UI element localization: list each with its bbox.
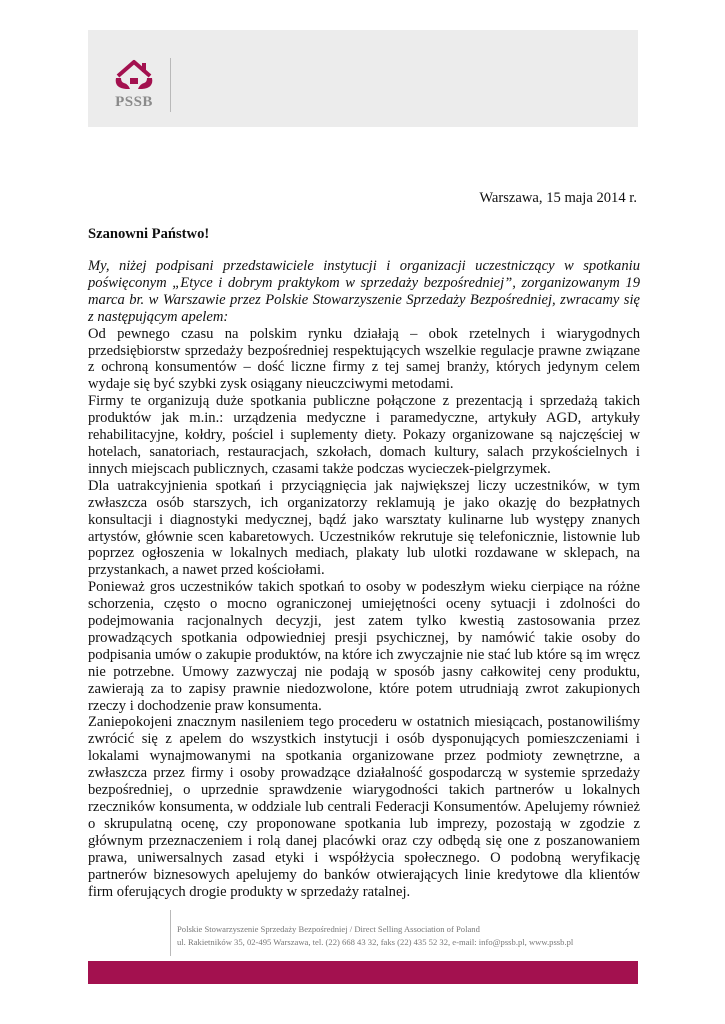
paragraph-4: Ponieważ gros uczestników takich spotkań to osoby w podeszłym wieku cierpiące na różne schorzenia, często o mocno ograniczonej umiejętności oceny sytuacji i zdolności do podejmowania racjonalnych decyzji, jest zatem tylko kwestią zastosowania przez prowadzących spotkania odpowiedniej presji psychicznej, by namówić takie osoby do podpisania umów o zakupie produktów, na które ich zwyczajnie nie stać lub które są im wręcz nie potrzebne. Umowy zazwyczaj nie podają w sposób jasny całkowitej ceny produktu, zawierają za to zapisy prawnie niedozwolone, które potem utrudniają zwrot zakupionych rzeczy i dochodzenie praw konsumenta. [88,579,640,714]
pssb-logo [104,56,164,120]
paragraph-5: Zaniepokojeni znacznym nasileniem tego procederu w ostatnich miesiącach, postanowiliśmy zwrócić się z apelem do wszystkich instytucji i osób dysponujących pomieszczeniami i lokalami wynajmowanymi na spotkania organizowane przez podmioty zewnętrzne, a zwłaszcza przez firmy i osoby prowadzące działalność gospodarczą w systemie sprzedaży bezpośredniej, o uprzednie sprawdzenie wiarygodności takich partnerów u lokalnych rzeczników konsumenta, w oddziale lub centrali Federacji Konsumentów. Apelujemy również o skrupulatną ocenę, czy proponowane spotkania lub imprezy, pozostają w zgodzie z głównym przeznaczeniem i rolą danej placówki oraz czy odbędą się one z poszanowaniem prawa, uniwersalnych zasad etyki i współżycia społecznego. O podobną weryfikację partnerów biznesowych apelujemy do banków otwierających linie kredytowe dla klientów firm oferujących drogie produkty w sprzedaży ratalnej. [88,714,640,900]
house-hands-icon [104,56,164,94]
letter-body [88,258,640,900]
logo-divider [170,58,171,112]
logo-text: PSSB [115,94,153,110]
footer-divider [170,910,171,956]
paragraph-2: Firmy te organizują duże spotkania publiczne połączone z prezentacją i sprzedażą takich produktów jak m.in.: urządzenia medyczne i paramedyczne, artykuły AGD, artykuły rehabilitacyjne, kołdry, pościel i suplementy diety. Pokazy organizowane są najczęściej w hotelach, sanatoriach, restauracjach, szkołach, domach kultury, salach przykościelnych i innych miejscach publicznych, czasami także podczas wycieczek-pielgrzymek. [88,393,640,477]
intro-paragraph: My, niżej podpisani przedstawiciele instytucji i organizacji uczestniczący w spotkaniu poświęconym „Etyce i dobrym praktykom w sprzedaży bezpośredniej”, zorganizowanym 19 marca br. w Warszawie przez Polskie Stowarzyszenie Sprzedaży Bezpośredniej, zwracamy się z następującym apelem: [88,258,640,325]
paragraph-3: Dla uatrakcyjnienia spotkań i przyciągnięcia jak największej liczy uczestników, w tym zwłaszcza osób starszych, ich organizatorzy reklamują je jako okazję do bezpłatnych konsultacji i diagnostyki medycznej, bądź jako warsztaty kulinarne lub występy znanych artystów, głównie scen kabaretowych. Uczestników rekrutuje się telefonicznie, listownie lub poprzez ogłoszenia w lokalnych mediach, plakaty lub ulotki rozdawane w sklepach, na przystankach, a nawet przed kościołami. [88,477,640,579]
letter-date: Warszawa, 15 maja 2014 r. [479,190,637,206]
footer-band [88,961,638,984]
salutation: Szanowni Państwo! [88,226,210,242]
paragraph-1: Od pewnego czasu na polskim rynku działają – obok rzetelnych i wiarygodnych przedsiębiorstw sprzedaży bezpośredniej respektujących wszelkie regulacje prawne związane z ochroną konsumentów – dość liczne firmy z tej samej branży, których jedynym celem wydaje się być szybki zysk osiągany nieuczciwymi metodami. [88,325,640,393]
footer-contact: ul. Rakietników 35, 02-495 Warszawa, tel. (22) 668 43 32, faks (22) 435 52 32, e-mail: info@pssb.pl, www.pssb.pl [177,937,574,947]
footer-organization: Polskie Stowarzyszenie Sprzedaży Bezpośredniej / Direct Selling Association of Poland [177,924,480,934]
